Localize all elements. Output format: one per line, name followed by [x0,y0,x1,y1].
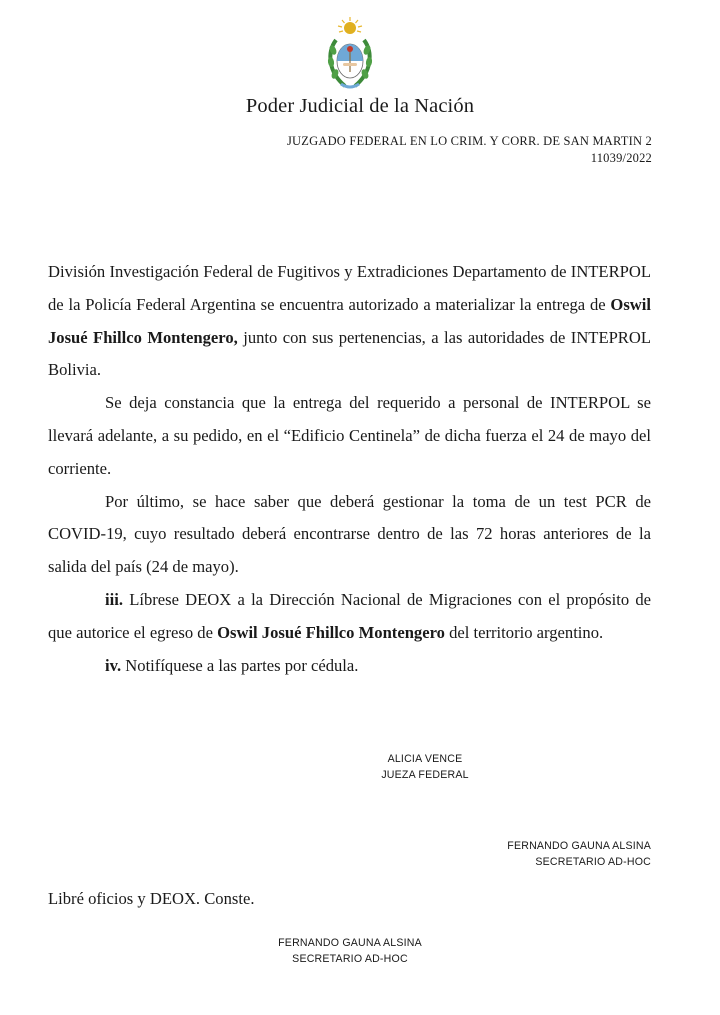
paragraph-text: del territorio argentino. [444,622,604,642]
paragraph-authorization [48,256,651,387]
judge-signature [360,751,490,783]
secretary-signature [507,838,651,870]
case-number: 11039/2022 [590,151,652,165]
document-body [48,256,651,682]
paragraph-text: junto con sus pertenencias, a las autoridades de INTEPROL Bolivia. [48,327,651,380]
signer-name: FERNANDO GAUNA ALSINA [507,840,651,852]
coat-of-arms-icon [323,16,377,92]
signer-role: SECRETARIO AD-HOC [535,856,651,868]
paragraph-notification [48,650,651,683]
paragraph-text: Notifíquese a las partes por cédula. [121,655,359,675]
secretary-signature-2 [250,935,450,967]
institution-title: Poder Judicial de la Nación [245,95,475,117]
item-marker: iii. [105,589,123,609]
paragraph-delivery: Se deja constancia que la entrega del requerido a personal de INTERPOL se llevará adelante, a su pedido, en el “Edificio Centinela” de dicha fuerza el 24 de mayo del corriente. [48,393,651,478]
paragraph-text: División Investigación Federal de Fugitivos y Extradiciones Departamento de INTERPOL de la Policía Federal Argentina se encuentra autorizado a materializar la entrega de [48,262,651,314]
paragraph-deox [48,584,651,650]
person-name: Oswil Josué Fhillco Montengero [217,622,445,642]
signer-role: SECRETARIO AD-HOC [292,953,408,965]
court-name: JUZGADO FEDERAL EN LO CRIM. Y CORR. DE SAN MARTIN 2 [286,134,652,148]
court-header [287,133,652,167]
closing-note: Libré oficios y DEOX. Conste. [48,889,255,908]
signer-name: ALICIA VENCE [387,753,463,765]
paragraph-pcr-test: Por último, se hace saber que deberá gestionar la toma de un test PCR de COVID-19, cuyo resultado deberá encontrarse dentro de las 72 horas anteriores de la salida del país (24 de mayo). [48,491,651,577]
signer-name: FERNANDO GAUNA ALSINA [278,937,422,949]
person-name: Oswil Josué Fhillco Montengero, [48,294,651,347]
item-marker: iv. [105,655,122,675]
signer-role: JUEZA FEDERAL [381,769,469,781]
paragraph-text: Líbrese DEOX a la Dirección Nacional de Migraciones con el propósito de que autorice el egreso de [48,589,651,642]
